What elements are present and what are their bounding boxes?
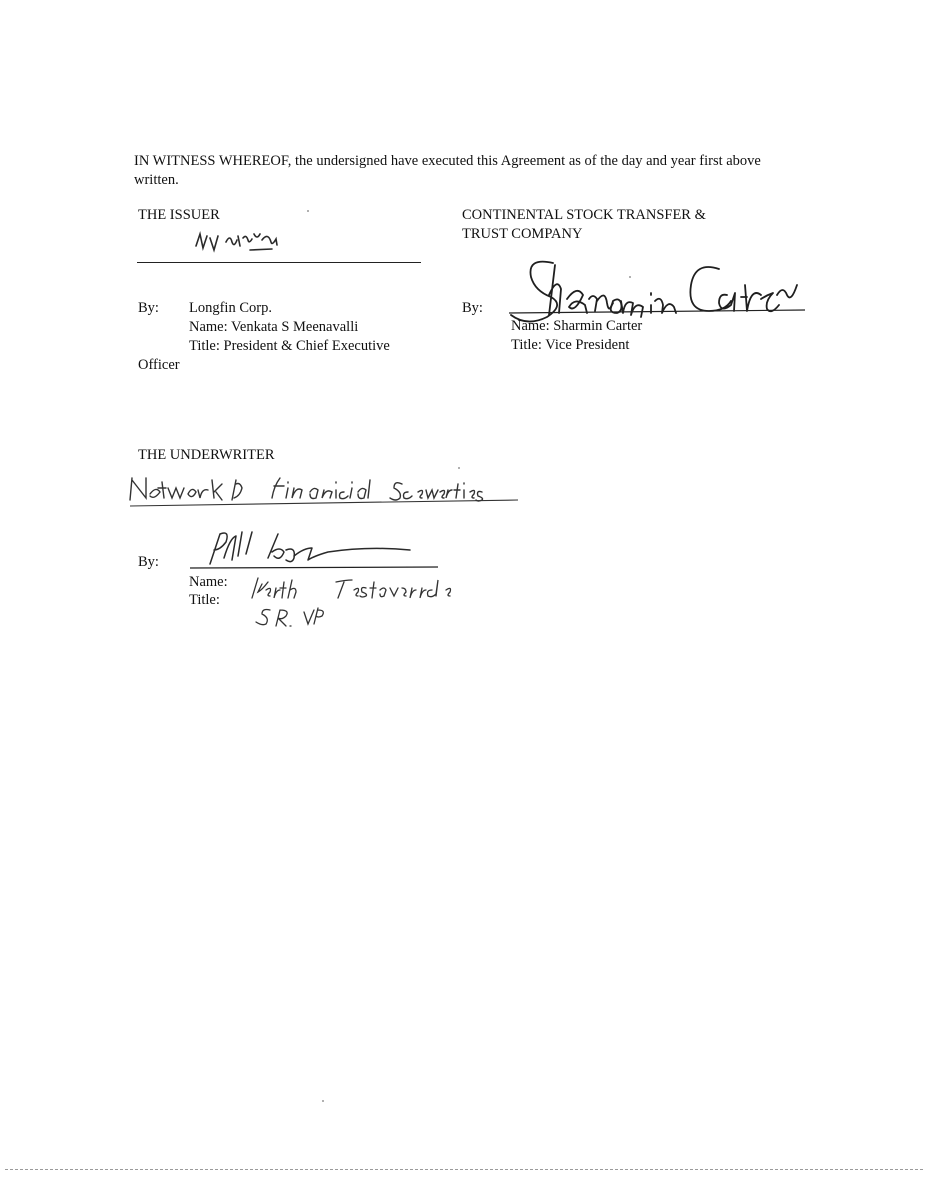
transfer-agent-title: Title: Vice President (511, 337, 630, 353)
scan-speck (322, 1100, 324, 1102)
witness-clause: IN WITNESS WHEREOF, the undersigned have executed this Agreement as of the day and year first above written. (134, 153, 761, 188)
transfer-agent-heading-1: CONTINENTAL STOCK TRANSFER & (462, 207, 706, 223)
issuer-name: Name: Venkata S Meenavalli (189, 319, 359, 335)
issuer-title-continued: Officer (138, 357, 180, 373)
underwriter-heading: THE UNDERWRITER (138, 447, 275, 463)
transfer-agent-by-label: By: (462, 300, 483, 316)
underwriter-by-label: By: (138, 554, 159, 570)
underwriter-title-label: Title: (189, 592, 220, 608)
issuer-by-label: By: (138, 300, 159, 316)
scan-speck (307, 210, 309, 212)
scan-speck (629, 276, 631, 278)
underwriter-company-handwriting (128, 468, 528, 512)
underwriter-signature (190, 528, 450, 574)
scan-bottom-edge (5, 1169, 923, 1170)
underwriter-name-label: Name: (189, 574, 228, 590)
issuer-title: Title: President & Chief Executive (189, 338, 390, 354)
scan-speck (458, 467, 460, 469)
issuer-company: Longfin Corp. (189, 300, 272, 316)
issuer-signature (190, 224, 320, 264)
transfer-agent-name: Name: Sharmin Carter (511, 318, 643, 334)
issuer-heading: THE ISSUER (138, 207, 220, 223)
issuer-signature-line (137, 262, 421, 263)
transfer-agent-heading-2: TRUST COMPANY (462, 226, 583, 242)
underwriter-handwritten-name-title (252, 574, 482, 632)
